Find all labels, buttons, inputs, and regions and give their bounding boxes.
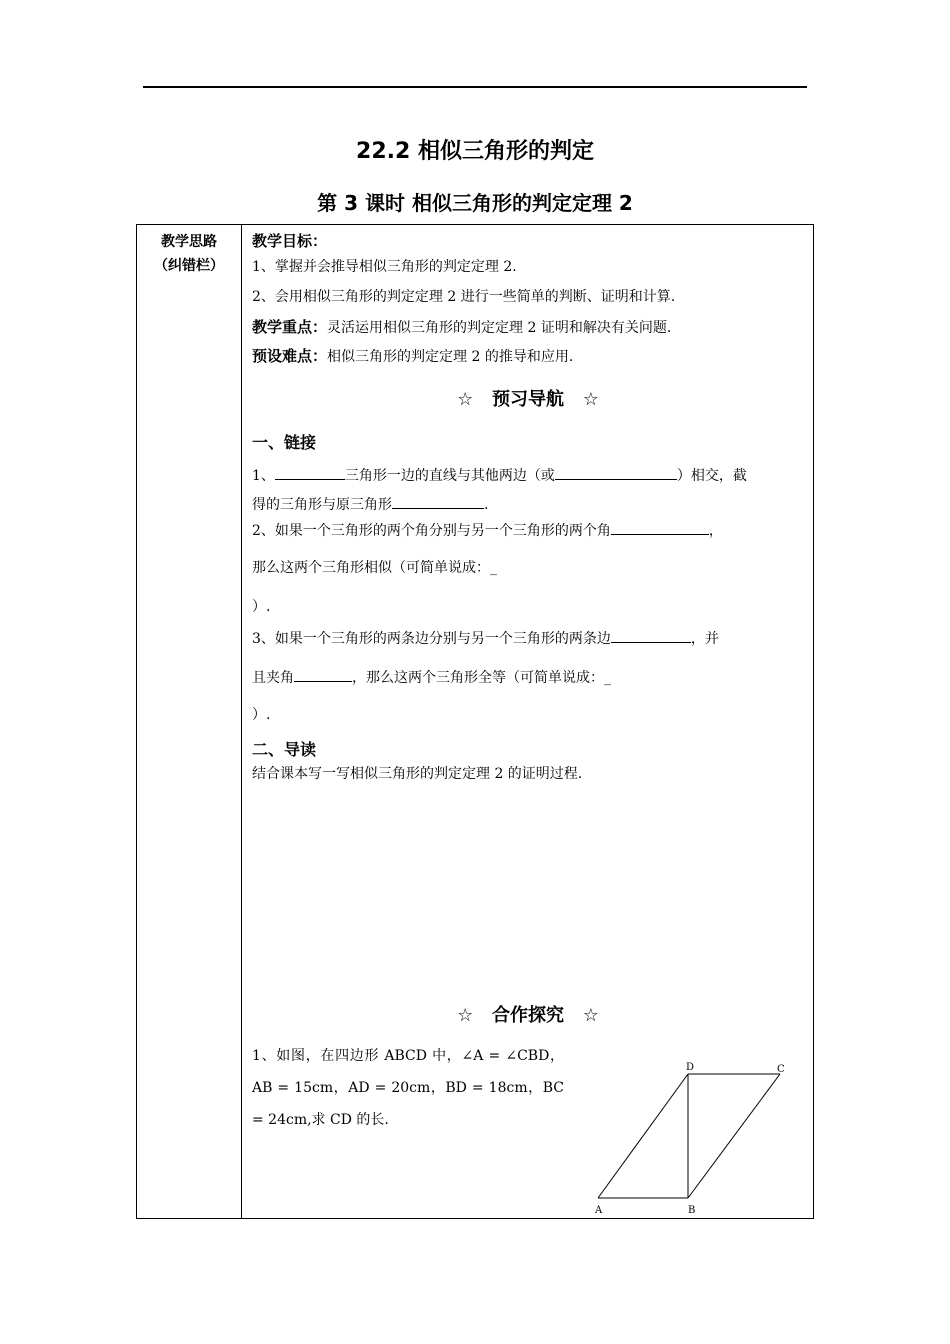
question-3-line-3: ）. <box>252 707 271 723</box>
left-column-line1: 教学思路 <box>161 234 217 250</box>
q1-number: 1、 <box>252 468 275 484</box>
header-rule <box>143 86 807 88</box>
blank-input[interactable] <box>392 494 484 509</box>
point-label-a: A <box>595 1205 603 1216</box>
point-label-d: D <box>686 1062 695 1073</box>
blank-input[interactable] <box>611 520 709 535</box>
section-link-title: 一、链接 <box>252 433 317 452</box>
page-subtitle: 第 3 课时 相似三角形的判定定理 2 <box>317 191 633 215</box>
difficulty-text: 相似三角形的判定定理 2 的推导和应用. <box>327 349 574 365</box>
question-2-line-1 <box>252 520 723 540</box>
preview-heading: ☆ 预习导航 ☆ <box>457 389 599 410</box>
q1-text-d: 得的三角形与原三角形 <box>252 497 392 513</box>
blank-input[interactable] <box>275 465 345 480</box>
point-label-c: C <box>777 1064 785 1075</box>
section-guide-title: 二、导读 <box>252 740 317 759</box>
q3-text-a: 3、如果一个三角形的两条边分别与另一个三角形的两条边 <box>252 631 611 647</box>
question-1-line-2 <box>252 494 488 514</box>
question-3-line-1 <box>252 628 719 648</box>
objective-item-1: 1、掌握并会推导相似三角形的判定定理 2. <box>252 259 517 275</box>
q3-text-c: 且夹角 <box>252 670 294 686</box>
difficulty-label: 预设难点： <box>252 347 328 365</box>
q2-text-a: 2、如果一个三角形的两个角分别与另一个三角形的两个角 <box>252 523 611 539</box>
objective-item-2: 2、会用相似三角形的判定定理 2 进行一些简单的判断、证明和计算. <box>252 289 676 305</box>
segment-da <box>598 1074 688 1198</box>
blank-input[interactable] <box>611 628 691 643</box>
segment-bc <box>688 1074 780 1198</box>
problem-1: 1、如图，在四边形 ABCD 中，∠A = ∠CBD，AB = 15cm，AD = 20cm，BD = 18cm，BC = 24cm,求 CD 的长. <box>252 1048 564 1128</box>
q1-text-c: ）相交，截 <box>676 468 747 484</box>
column-divider <box>241 224 242 1219</box>
quadrilateral-figure <box>590 1058 800 1218</box>
blank-input[interactable] <box>555 465 677 480</box>
key-point-label: 教学重点： <box>252 318 328 336</box>
key-point-text: 灵活运用相似三角形的判定定理 2 证明和解决有关问题. <box>327 320 672 336</box>
question-2-line-2: 那么这两个三角形相似（可简单说成：_ <box>252 560 497 576</box>
guide-text: 结合课本写一写相似三角形的判定定理 2 的证明过程. <box>252 766 583 782</box>
q3-text-b: ，并 <box>690 631 719 647</box>
question-2-line-3: ）. <box>252 599 271 615</box>
question-1-line-1 <box>252 465 747 485</box>
key-point <box>252 316 671 337</box>
question-3-line-2 <box>252 667 611 687</box>
point-label-b: B <box>688 1205 696 1216</box>
left-column-line2: （纠错栏） <box>154 258 224 274</box>
q3-text-d: ，那么这两个三角形全等（可简单说成：_ <box>352 670 611 686</box>
page-title: 22.2 相似三角形的判定 <box>356 139 594 164</box>
left-column-label <box>137 230 241 278</box>
blank-input[interactable] <box>294 667 352 682</box>
objectives-heading: 教学目标： <box>252 232 328 250</box>
q2-text-b: ， <box>708 523 723 539</box>
difficulty <box>252 345 573 366</box>
q1-text-b: 三角形一边的直线与其他两边（或 <box>344 468 555 484</box>
cooperation-heading: ☆ 合作探究 ☆ <box>457 1005 599 1026</box>
q1-text-e: . <box>484 497 489 513</box>
